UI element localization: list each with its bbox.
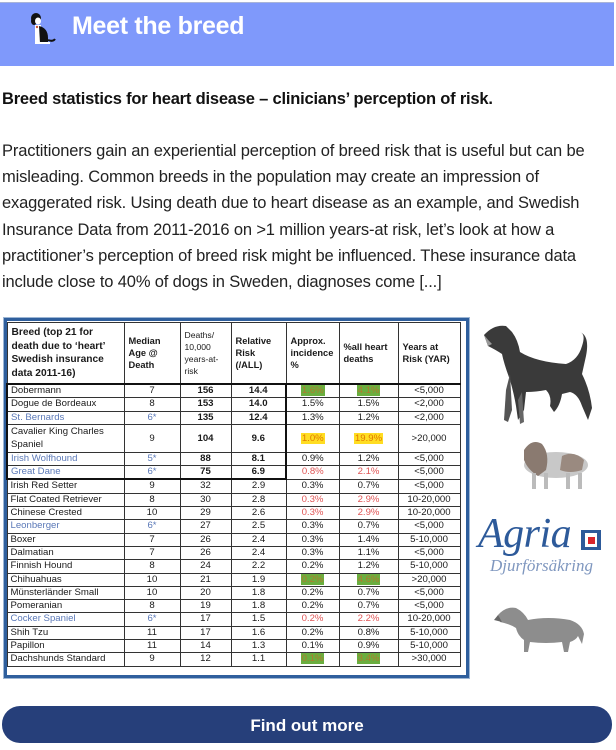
incidence xyxy=(286,573,339,586)
breed-name: Papillon xyxy=(7,640,124,653)
deaths: 88 xyxy=(180,452,231,465)
breed-name: Irish Wolfhound xyxy=(7,452,124,465)
relative-risk: 1.6 xyxy=(231,626,286,639)
breed-name: Boxer xyxy=(7,533,124,546)
years-at-risk: <5,000 xyxy=(398,466,460,480)
breed-name: Shih Tzu xyxy=(7,626,124,639)
header-banner xyxy=(0,2,614,66)
table-row xyxy=(7,493,460,506)
years-at-risk: <5,000 xyxy=(398,452,460,465)
years-at-risk: >20,000 xyxy=(398,424,460,452)
median-age: 11 xyxy=(124,626,180,639)
pct-heart: 0.7% xyxy=(339,520,398,533)
median-age: 10 xyxy=(124,507,180,520)
table-row xyxy=(7,520,460,533)
header-relative-risk: Relative Risk (/ALL) xyxy=(231,323,286,385)
deaths: 27 xyxy=(180,520,231,533)
pct-heart: 2.2% xyxy=(339,613,398,626)
breed-name: Dobermann xyxy=(7,384,124,398)
median-age: 8 xyxy=(124,600,180,613)
median-age: 7 xyxy=(124,533,180,546)
relative-risk: 1.5 xyxy=(231,613,286,626)
breed-name: Pomeranian xyxy=(7,600,124,613)
median-age: 6* xyxy=(124,613,180,626)
dog-icon xyxy=(26,12,58,46)
table-row xyxy=(7,560,460,573)
pct-heart: 2.1% xyxy=(339,466,398,480)
table-row xyxy=(7,466,460,480)
incidence-highlight: 0.2% xyxy=(301,573,324,585)
table-row xyxy=(7,452,460,465)
deaths: 135 xyxy=(180,411,231,424)
deaths: 21 xyxy=(180,573,231,586)
median-age: 9 xyxy=(124,479,180,493)
incidence: 0.2% xyxy=(286,600,339,613)
breed-name: Dalmatian xyxy=(7,546,124,559)
incidence: 0.3% xyxy=(286,546,339,559)
deaths: 24 xyxy=(180,560,231,573)
table-row xyxy=(7,398,460,411)
years-at-risk: 5-10,000 xyxy=(398,626,460,639)
median-age: 6* xyxy=(124,411,180,424)
table-row xyxy=(7,424,460,452)
relative-risk: 2.9 xyxy=(231,479,286,493)
incidence: 0.3% xyxy=(286,520,339,533)
deaths: 104 xyxy=(180,424,231,452)
breed-name: Dachshunds Standard xyxy=(7,653,124,666)
incidence: 0.8% xyxy=(286,466,339,480)
deaths: 26 xyxy=(180,546,231,559)
median-age: 11 xyxy=(124,640,180,653)
median-age: 6* xyxy=(124,466,180,480)
pct-heart xyxy=(339,384,398,398)
years-at-risk: <2,000 xyxy=(398,411,460,424)
deaths: 20 xyxy=(180,586,231,599)
median-age: 8 xyxy=(124,398,180,411)
deaths: 17 xyxy=(180,626,231,639)
pct-highlight: 4.1% xyxy=(357,385,380,396)
incidence-highlight: 1.0% xyxy=(301,432,324,444)
deaths: 156 xyxy=(180,384,231,398)
table-row xyxy=(7,640,460,653)
relative-risk: 1.3 xyxy=(231,640,286,653)
median-age: 8 xyxy=(124,493,180,506)
breed-name: Cavalier King Charles Spaniel xyxy=(7,424,124,452)
breed-name: Dogue de Bordeaux xyxy=(7,398,124,411)
relative-risk: 14.4 xyxy=(231,384,286,398)
header-breed: Breed (top 21 for death due to ‘heart’ Swedish insurance data 2011-16) xyxy=(7,323,124,385)
incidence: 0.2% xyxy=(286,626,339,639)
breed-name: Chihuahuas xyxy=(7,573,124,586)
years-at-risk: <5,000 xyxy=(398,479,460,493)
median-age: 5* xyxy=(124,452,180,465)
median-age: 9 xyxy=(124,424,180,452)
incidence: 0.2% xyxy=(286,586,339,599)
table-row xyxy=(7,546,460,559)
relative-risk: 2.6 xyxy=(231,507,286,520)
relative-risk: 1.8 xyxy=(231,586,286,599)
breed-name: Chinese Crested xyxy=(7,507,124,520)
header-pct-heart-deaths: %all heart deaths xyxy=(339,323,398,385)
pct-heart: 1.1% xyxy=(339,546,398,559)
breed-stats-table xyxy=(6,322,461,667)
relative-risk: 9.6 xyxy=(231,424,286,452)
deaths: 14 xyxy=(180,640,231,653)
median-age: 7 xyxy=(124,384,180,398)
table-row xyxy=(7,626,460,639)
table-row xyxy=(7,479,460,493)
incidence: 0.3% xyxy=(286,507,339,520)
pct-heart: 0.7% xyxy=(339,586,398,599)
table-header-row xyxy=(7,323,460,385)
pct-highlight: 19.9% xyxy=(354,432,383,444)
relative-risk: 1.8 xyxy=(231,600,286,613)
agria-tagline: Djurförsäkring xyxy=(490,556,593,575)
pct-heart: 1.4% xyxy=(339,533,398,546)
years-at-risk: >20,000 xyxy=(398,573,460,586)
incidence: 0.9% xyxy=(286,452,339,465)
incidence-highlight: 1.6% xyxy=(301,385,324,396)
incidence: 0.2% xyxy=(286,613,339,626)
dachshund-illustration xyxy=(494,608,584,652)
breed-name: Münsterländer Small xyxy=(7,586,124,599)
table-row xyxy=(7,533,460,546)
cavalier-illustration xyxy=(524,442,588,489)
years-at-risk: <5,000 xyxy=(398,586,460,599)
pct-heart: 0.8% xyxy=(339,626,398,639)
deaths: 30 xyxy=(180,493,231,506)
pct-heart xyxy=(339,573,398,586)
pct-heart xyxy=(339,653,398,666)
dog-illustrations xyxy=(466,310,616,680)
incidence: 1.3% xyxy=(286,411,339,424)
incidence: 0.3% xyxy=(286,493,339,506)
deaths: 17 xyxy=(180,613,231,626)
relative-risk: 2.4 xyxy=(231,546,286,559)
relative-risk: 2.5 xyxy=(231,520,286,533)
breed-name: Great Dane xyxy=(7,466,124,480)
breed-name: St. Bernards xyxy=(7,411,124,424)
pct-highlight: 4.6% xyxy=(357,573,380,585)
years-at-risk: <5,000 xyxy=(398,600,460,613)
breed-name: Cocker Spaniel xyxy=(7,613,124,626)
years-at-risk: >30,000 xyxy=(398,653,460,666)
incidence: 0.3% xyxy=(286,479,339,493)
years-at-risk: 5-10,000 xyxy=(398,560,460,573)
deaths: 75 xyxy=(180,466,231,480)
pct-heart: 2.9% xyxy=(339,493,398,506)
table-row xyxy=(7,586,460,599)
years-at-risk: 10-20,000 xyxy=(398,493,460,506)
incidence xyxy=(286,424,339,452)
relative-risk: 2.8 xyxy=(231,493,286,506)
incidence: 0.2% xyxy=(286,560,339,573)
relative-risk: 12.4 xyxy=(231,411,286,424)
median-age: 9 xyxy=(124,653,180,666)
pct-heart: 1.2% xyxy=(339,560,398,573)
pct-heart: 1.5% xyxy=(339,398,398,411)
table-row xyxy=(7,384,460,398)
pct-heart: 0.7% xyxy=(339,479,398,493)
incidence xyxy=(286,384,339,398)
find-out-more-button[interactable]: Find out more xyxy=(2,706,612,743)
incidence: 1.5% xyxy=(286,398,339,411)
breed-name: Leonberger xyxy=(7,520,124,533)
relative-risk: 8.1 xyxy=(231,452,286,465)
header-incidence: Approx. incidence % xyxy=(286,323,339,385)
breed-name: Finnish Hound xyxy=(7,560,124,573)
banner-title: Meet the breed xyxy=(72,12,245,40)
years-at-risk: <5,000 xyxy=(398,520,460,533)
median-age: 10 xyxy=(124,573,180,586)
header-median-age: Median Age @ Death xyxy=(124,323,180,385)
table-row xyxy=(7,613,460,626)
deaths: 12 xyxy=(180,653,231,666)
pct-heart: 0.9% xyxy=(339,640,398,653)
dobermann-illustration xyxy=(484,326,592,424)
median-age: 10 xyxy=(124,586,180,599)
relative-risk: 1.9 xyxy=(231,573,286,586)
table-row xyxy=(7,411,460,424)
table-row xyxy=(7,573,460,586)
years-at-risk: 10-20,000 xyxy=(398,507,460,520)
pct-heart: 2.9% xyxy=(339,507,398,520)
pct-heart xyxy=(339,424,398,452)
incidence xyxy=(286,653,339,666)
agria-brand-name: Agria xyxy=(478,511,572,557)
deaths: 32 xyxy=(180,479,231,493)
median-age: 8 xyxy=(124,560,180,573)
pct-heart: 1.2% xyxy=(339,452,398,465)
breed-name: Irish Red Setter xyxy=(7,479,124,493)
pct-heart: 0.7% xyxy=(339,600,398,613)
pct-heart: 1.2% xyxy=(339,411,398,424)
years-at-risk: <5,000 xyxy=(398,384,460,398)
agria-logo-icon xyxy=(581,530,601,550)
deaths: 26 xyxy=(180,533,231,546)
header-deaths: Deaths/ 10,000 years-at-risk xyxy=(180,323,231,385)
relative-risk: 6.9 xyxy=(231,466,286,480)
median-age: 7 xyxy=(124,546,180,559)
table-row xyxy=(7,653,460,666)
deaths: 29 xyxy=(180,507,231,520)
deaths: 19 xyxy=(180,600,231,613)
median-age: 6* xyxy=(124,520,180,533)
years-at-risk: 5-10,000 xyxy=(398,533,460,546)
agria-logo-square xyxy=(588,537,595,544)
incidence-highlight: 0.1% xyxy=(301,653,324,665)
relative-risk: 14.0 xyxy=(231,398,286,411)
deaths: 153 xyxy=(180,398,231,411)
years-at-risk: 10-20,000 xyxy=(398,613,460,626)
years-at-risk: <2,000 xyxy=(398,398,460,411)
pct-highlight: 3.4% xyxy=(357,653,380,665)
table-row xyxy=(7,507,460,520)
incidence: 0.1% xyxy=(286,640,339,653)
breed-name: Flat Coated Retriever xyxy=(7,493,124,506)
article-subtitle: Breed statistics for heart disease – clinicians’ perception of risk. xyxy=(2,90,493,108)
incidence: 0.3% xyxy=(286,533,339,546)
relative-risk: 2.4 xyxy=(231,533,286,546)
table-row xyxy=(7,600,460,613)
article-body: Practitioners gain an experiential perception of breed risk that is useful but can be misleading. Common breeds in the population may create an impression of exaggerated risk. Using death due to heart disease as an example, and Swedish Insurance Data from 2011-2016 on >1 million years-at risk, let’s look at how a practitioner’s perception of breed risk might be influenced. These insurance data include close to 40% of dogs in Sweden, diagnoses come [...] xyxy=(2,142,585,292)
header-years-at-risk: Years at Risk (YAR) xyxy=(398,323,460,385)
years-at-risk: <5,000 xyxy=(398,546,460,559)
years-at-risk: 5-10,000 xyxy=(398,640,460,653)
relative-risk: 2.2 xyxy=(231,560,286,573)
relative-risk: 1.1 xyxy=(231,653,286,666)
